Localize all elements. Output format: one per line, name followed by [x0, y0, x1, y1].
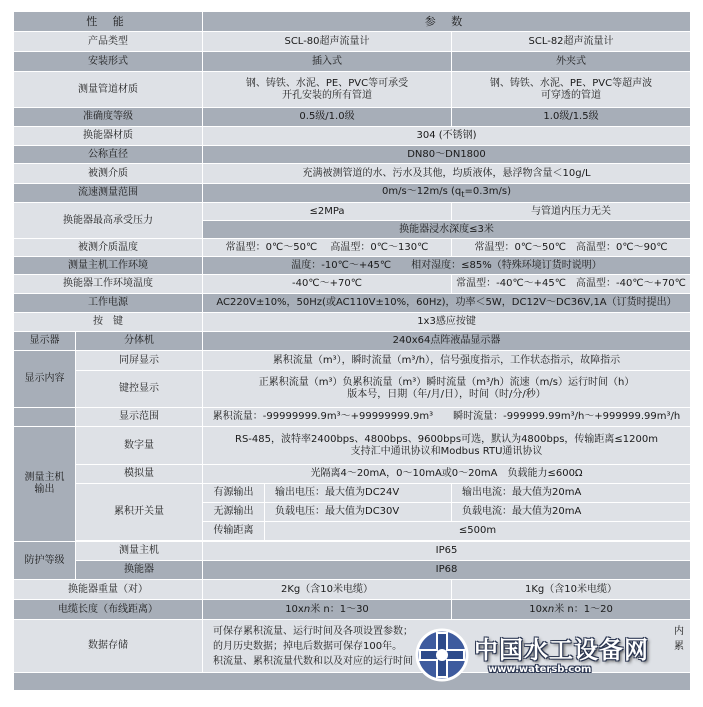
pipe-material-a-line2: 开孔安装的所有管道 [282, 89, 372, 101]
value-distance: ≤500m [265, 522, 691, 541]
flow-range-subscript: t [461, 189, 465, 199]
value-accuracy-b: 1.0级/1.5级 [452, 108, 691, 127]
label-medium: 被测介质 [14, 164, 203, 184]
value-key-display [203, 371, 691, 408]
pipe-material-a-line1: 钢、铸铁、水泥、PE、PVC等可承受 [245, 77, 409, 89]
label-diameter: 公称直径 [14, 146, 203, 164]
value-protection-host: IP65 [203, 542, 691, 561]
value-transducer-material: 304 (不锈钢) [203, 127, 691, 146]
value-display-range: 累积流量：-99999999.9m³～+99999999.9m³ 瞬时流量：-999999.99m³/h～+999999.99m³/h [203, 408, 691, 427]
label-active-output: 有源输出 [203, 484, 265, 503]
value-active-current: 输出电流：最大值为20mA [452, 484, 691, 503]
label-host-env: 测量主机工作环境 [14, 257, 203, 275]
storage-line2: 的月历史数据；掉电后数据可保存100年。 [213, 640, 403, 652]
header-feature: 性 能 [14, 12, 203, 32]
watermark-title: 中国水工设备网 [474, 636, 649, 664]
value-pipe-material-b [452, 72, 691, 108]
label-passive-output: 无源输出 [203, 503, 265, 522]
value-cable-b [452, 600, 691, 620]
key-display-line1: 正累积流量（m³）负累积流量（m³）瞬时流量（m³/h）流速（m/s）运行时间（h） [258, 377, 635, 388]
label-flow-range: 流速测量范围 [14, 184, 203, 203]
value-medium-temp-a: 常温型：0℃～50℃ 高温型：0℃～130℃ [203, 239, 452, 257]
value-pressure-depth: 换能器浸水深度≤3米 [203, 221, 691, 239]
value-passive-voltage: 负载电压：最大值为DC30V [265, 503, 452, 522]
value-display-unit: 240x64点阵液晶显示器 [203, 332, 691, 351]
label-weight: 换能器重量（对） [14, 580, 203, 600]
label-distance: 传输距离 [203, 522, 265, 541]
cable-b-var: n [547, 603, 555, 615]
value-passive-current: 负载电流：最大值为20mA [452, 503, 691, 522]
value-install-a: 插入式 [203, 52, 452, 72]
pipe-material-b-line1: 钢、铸铁、水泥、PE、PVC等超声波 [489, 77, 653, 89]
storage-line3: 积流量、累积流量代数和以及对应的运行时间 [213, 655, 413, 667]
cable-a-var: n [303, 603, 311, 615]
value-protection-transducer: IP68 [203, 561, 691, 580]
cable-b-suffix: 米 n：1～20 [554, 603, 613, 615]
value-pressure-b: 与管道内压力无关 [452, 203, 691, 221]
value-cable-a [203, 600, 452, 620]
cable-a-suffix: 米 n：1～30 [310, 603, 369, 615]
watermark-url: www.watersb.com [488, 664, 592, 675]
label-key-display: 键控显示 [76, 371, 203, 408]
label-digital: 数字量 [76, 427, 203, 465]
group-display-range-cell [14, 408, 76, 427]
label-product-type: 产品类型 [14, 32, 203, 52]
digital-line2: 支持汇中通讯协议和Modbus RTU通讯协议 [350, 445, 543, 457]
flow-range-text-2: =0.3m/s) [464, 186, 511, 197]
label-accuracy: 准确度等级 [14, 108, 203, 127]
value-medium: 充满被测管道的水、污水及其他，均质液体，悬浮物含量＜10g/L [203, 164, 691, 184]
digital-line1: RS-485，波特率2400bps、4800bps、9600bps可选，默认为4800bps，传输距离≤1200m [235, 433, 658, 445]
value-host-env: 温度：-10℃～+45℃ 相对湿度：≤85%（特殊环境订货时说明） [203, 257, 691, 275]
label-analog: 模拟量 [76, 465, 203, 484]
value-power: AC220V±10%，50Hz(或AC110V±10%，60Hz)，功率＜5W，DC12V～DC36V,1A（订货时提出） [203, 294, 691, 313]
label-pipe-material: 测量管道材质 [14, 72, 203, 108]
value-diameter: DN80～DN1800 [203, 146, 691, 164]
label-display-unit: 分体机 [76, 332, 203, 351]
group-output-line1: 测量主机 [24, 472, 65, 483]
value-active-voltage: 输出电压：最大值为DC24V [265, 484, 452, 503]
group-protection: 防护等级 [14, 542, 76, 580]
label-install: 安装形式 [14, 52, 203, 72]
group-display: 显示器 [14, 332, 76, 351]
value-analog: 光隔离4～20mA，0～10mA或0～20mA 负载能力≤600Ω [203, 465, 691, 484]
value-pressure-a: ≤2MPa [203, 203, 452, 221]
group-display-content: 显示内容 [14, 351, 76, 408]
label-medium-temp: 被测介质温度 [14, 239, 203, 257]
value-weight-b: 1Kg（含10米电缆） [452, 580, 691, 600]
value-flow-range [203, 184, 691, 203]
watermark [412, 625, 685, 684]
label-display-range: 显示范围 [76, 408, 203, 427]
value-accuracy-a: 0.5级/1.0级 [203, 108, 452, 127]
label-transducer-env: 换能器工作环境温度 [14, 275, 203, 294]
spec-table [13, 11, 691, 691]
label-keys: 按 键 [14, 313, 203, 332]
label-cable: 电缆长度（布线距离） [14, 600, 203, 620]
watermark-logo-icon [412, 626, 474, 684]
cable-a-prefix: 10x [285, 603, 304, 615]
value-pipe-material-a [203, 72, 452, 108]
label-transducer-material: 换能器材质 [14, 127, 203, 146]
value-product-type-b: SCL-82超声流量计 [452, 32, 691, 52]
value-medium-temp-b: 常温型：0℃～50℃ 高温型：0℃～90℃ [452, 239, 691, 257]
group-output [14, 427, 76, 542]
label-same-screen: 同屏显示 [76, 351, 203, 371]
label-protection-host: 测量主机 [76, 542, 203, 561]
storage-line2-end: 累 [674, 640, 685, 652]
storage-line1: 可保存累积流量、运行时间及各项设置参数； [213, 625, 413, 637]
value-product-type-a: SCL-80超声流量计 [203, 32, 452, 52]
label-switch: 累积开关量 [76, 484, 203, 541]
value-transducer-env-b: 常温型：-40℃～+45℃ 高温型：-40℃～+70℃ [452, 275, 691, 294]
value-weight-a: 2Kg（含10米电缆） [203, 580, 452, 600]
key-display-line2: 版本号，日期（年/月/日），时间（时/分/秒） [347, 389, 546, 400]
value-transducer-env-a: -40℃～+70℃ [203, 275, 452, 294]
value-same-screen: 累积流量（m³），瞬时流量（m³/h），信号强度指示，工作状态指示，故障指示 [203, 351, 691, 371]
pipe-material-b-line2: 可穿透的管道 [541, 89, 602, 101]
label-storage: 数据存储 [14, 620, 203, 673]
value-digital [203, 427, 691, 465]
value-install-b: 外夹式 [452, 52, 691, 72]
label-protection-transducer: 换能器 [76, 561, 203, 580]
label-pressure: 换能器最高承受压力 [14, 203, 203, 239]
flow-range-text: 0m/s～12m/s (q [382, 186, 462, 197]
storage-line1-end: 内 [674, 625, 685, 637]
header-params: 参 数 [203, 12, 691, 32]
group-output-line2: 输出 [34, 484, 55, 495]
label-power: 工作电源 [14, 294, 203, 313]
cable-b-prefix: 10x [529, 603, 548, 615]
value-keys: 1x3感应按键 [203, 313, 691, 332]
